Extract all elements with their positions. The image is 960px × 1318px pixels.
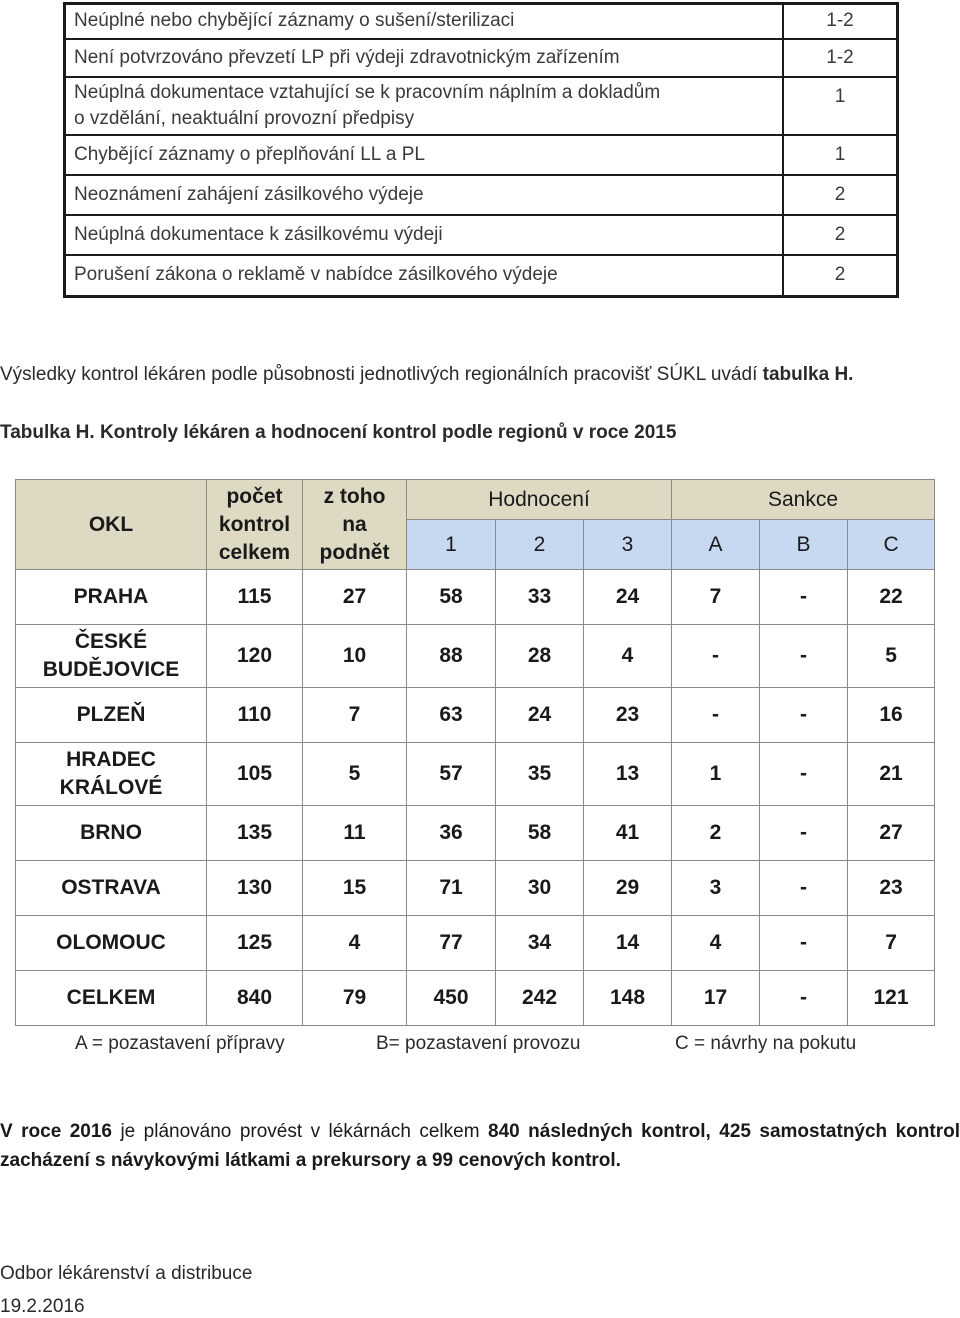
- region-row: [16, 806, 935, 861]
- header-okl: OKL: [16, 480, 207, 570]
- finding-text-line2: o vzdělání, neaktuální provozní předpisy: [74, 107, 415, 129]
- region-name-line: PLZEŇ: [76, 703, 146, 726]
- header-sub-a: A: [672, 520, 760, 570]
- region-value: 71: [407, 861, 496, 916]
- header-row-1: [16, 480, 935, 520]
- region-name: [16, 916, 207, 971]
- finding-count: 2: [783, 215, 898, 255]
- header-ztoho-line: podnět: [319, 540, 390, 564]
- region-value: 22: [848, 570, 935, 625]
- region-name: [16, 570, 207, 625]
- region-value: 57: [407, 743, 496, 806]
- region-name-line: ČESKÉ: [74, 630, 148, 653]
- region-value: 34: [496, 916, 584, 971]
- region-value: 121: [848, 971, 935, 1026]
- region-value: 29: [584, 861, 672, 916]
- region-row: [16, 971, 935, 1026]
- region-row: [16, 625, 935, 688]
- region-value: 77: [407, 916, 496, 971]
- footer-department: Odbor lékárenství a distribuce: [0, 1263, 253, 1284]
- region-name-line: KRÁLOVÉ: [59, 776, 163, 799]
- header-sub-b: B: [760, 520, 848, 570]
- region-name-line: OLOMOUC: [56, 931, 166, 954]
- region-value: 5: [303, 743, 407, 806]
- plan-bold-end: 840 následných kontrol, 425 samostatných kontrol zacházení s návykovými látkami a prekursory a 99 cenových kontrol.: [0, 1121, 960, 1171]
- region-value: 120: [207, 625, 303, 688]
- finding-row: [65, 175, 898, 215]
- region-name: [16, 688, 207, 743]
- header-sub-1: 1: [407, 520, 496, 570]
- region-value: -: [760, 625, 848, 688]
- region-value: 125: [207, 916, 303, 971]
- finding-row: [65, 135, 898, 175]
- region-value: -: [760, 688, 848, 743]
- region-value: 30: [496, 861, 584, 916]
- region-value: -: [760, 916, 848, 971]
- region-value: 7: [303, 688, 407, 743]
- finding-count: 2: [783, 175, 898, 215]
- header-ztoho-line: z toho: [323, 484, 386, 508]
- region-name-line: PRAHA: [73, 585, 149, 608]
- region-value: 5: [848, 625, 935, 688]
- finding-count: 1-2: [783, 4, 898, 39]
- region-value: 24: [584, 570, 672, 625]
- finding-row: [65, 39, 898, 77]
- intro-sentence: [0, 364, 853, 386]
- region-value: 41: [584, 806, 672, 861]
- region-value: 24: [496, 688, 584, 743]
- intro-text: Výsledky kontrol lékáren podle působnosti jednotlivých regionálních pracovišť SÚKL uvádí: [0, 364, 763, 385]
- region-value: 135: [207, 806, 303, 861]
- finding-text: Neoznámení zahájení zásilkového výdeje: [65, 175, 784, 215]
- region-value: 88: [407, 625, 496, 688]
- plan-year: 2016: [69, 1121, 112, 1142]
- finding-count: 1: [783, 135, 898, 175]
- region-row: [16, 688, 935, 743]
- region-value: 27: [848, 806, 935, 861]
- header-sub-2: 2: [496, 520, 584, 570]
- finding-row: [65, 255, 898, 297]
- header-pocet-line: celkem: [218, 540, 291, 564]
- header-sub-c: C: [848, 520, 935, 570]
- region-value: 35: [496, 743, 584, 806]
- region-value: 4: [672, 916, 760, 971]
- region-value: -: [672, 688, 760, 743]
- region-value: -: [760, 806, 848, 861]
- region-value: 7: [672, 570, 760, 625]
- region-row: [16, 861, 935, 916]
- finding-text: [65, 77, 784, 135]
- finding-count: 1-2: [783, 39, 898, 77]
- header-sankce: Sankce: [672, 480, 935, 520]
- legend-b: B= pozastavení provozu: [376, 1033, 581, 1054]
- region-value: 23: [584, 688, 672, 743]
- region-value: 4: [303, 916, 407, 971]
- finding-row: [65, 4, 898, 39]
- plan-bold-start: V roce: [0, 1121, 70, 1142]
- header-pocet-kontrol: [207, 480, 303, 570]
- region-value: 28: [496, 625, 584, 688]
- findings-table: [63, 2, 899, 298]
- region-value: -: [760, 861, 848, 916]
- region-value: 450: [407, 971, 496, 1026]
- region-name: [16, 625, 207, 688]
- region-name: [16, 743, 207, 806]
- finding-text: Neúplná dokumentace k zásilkovému výdeji: [65, 215, 784, 255]
- region-value: 148: [584, 971, 672, 1026]
- region-name: [16, 971, 207, 1026]
- region-value: 242: [496, 971, 584, 1026]
- region-value: -: [672, 625, 760, 688]
- region-name: [16, 806, 207, 861]
- region-value: 2: [672, 806, 760, 861]
- region-name-line: BUDĚJOVICE: [42, 658, 180, 681]
- finding-count: 1: [783, 77, 898, 135]
- header-sub-3: 3: [584, 520, 672, 570]
- region-value: 79: [303, 971, 407, 1026]
- plan-paragraph: [0, 1117, 960, 1175]
- region-row: [16, 743, 935, 806]
- region-value: -: [760, 743, 848, 806]
- region-value: 58: [496, 806, 584, 861]
- region-rows: [16, 570, 935, 1026]
- region-value: 4: [584, 625, 672, 688]
- region-value: -: [760, 570, 848, 625]
- header-z-toho-na-podnet: [303, 480, 407, 570]
- legend-a: A = pozastavení přípravy: [75, 1033, 285, 1054]
- region-row: [16, 570, 935, 625]
- region-value: 58: [407, 570, 496, 625]
- region-value: 27: [303, 570, 407, 625]
- region-value: 36: [407, 806, 496, 861]
- region-value: 110: [207, 688, 303, 743]
- finding-count: 2: [783, 255, 898, 297]
- region-value: 14: [584, 916, 672, 971]
- finding-row: [65, 77, 898, 135]
- region-value: 17: [672, 971, 760, 1026]
- header-pocet-line: kontrol: [218, 512, 291, 536]
- region-name-line: OSTRAVA: [61, 876, 161, 899]
- finding-text: Porušení zákona o reklamě v nabídce zásilkového výdeje: [65, 255, 784, 297]
- header-hodnoceni: Hodnocení: [407, 480, 672, 520]
- finding-text: Neúplné nebo chybějící záznamy o sušení/sterilizaci: [65, 4, 784, 39]
- region-value: 13: [584, 743, 672, 806]
- region-value: 23: [848, 861, 935, 916]
- region-value: 33: [496, 570, 584, 625]
- finding-text: Není potvrzováno převzetí LP při výdeji zdravotnickým zařízením: [65, 39, 784, 77]
- region-value: 840: [207, 971, 303, 1026]
- region-name-line: BRNO: [80, 821, 142, 844]
- finding-text-line1: Neúplná dokumentace vztahující se k pracovním náplním a dokladům: [74, 81, 661, 103]
- region-value: 130: [207, 861, 303, 916]
- region-row: [16, 916, 935, 971]
- region-name: [16, 861, 207, 916]
- region-value: 63: [407, 688, 496, 743]
- region-name-line: CELKEM: [66, 986, 156, 1009]
- region-value: 7: [848, 916, 935, 971]
- finding-row: [65, 215, 898, 255]
- region-value: 21: [848, 743, 935, 806]
- finding-text: Chybějící záznamy o přeplňování LL a PL: [65, 135, 784, 175]
- legend-c: C = návrhy na pokutu: [675, 1033, 857, 1054]
- table-caption: Tabulka H. Kontroly lékáren a hodnocení kontrol podle regionů v roce 2015: [0, 422, 677, 443]
- region-value: 3: [672, 861, 760, 916]
- header-pocet-line: počet: [226, 484, 283, 508]
- header-ztoho-line: na: [342, 512, 367, 536]
- plan-text: je plánováno provést v lékárnách celkem: [112, 1121, 488, 1142]
- region-value: 11: [303, 806, 407, 861]
- region-value: 115: [207, 570, 303, 625]
- regions-table: [15, 479, 935, 1026]
- intro-table-ref: tabulka H.: [762, 364, 854, 385]
- region-value: -: [760, 971, 848, 1026]
- region-value: 1: [672, 743, 760, 806]
- footer-date: 19.2.2016: [0, 1296, 85, 1317]
- region-value: 16: [848, 688, 935, 743]
- region-name-line: HRADEC: [66, 748, 156, 771]
- region-value: 15: [303, 861, 407, 916]
- region-value: 10: [303, 625, 407, 688]
- region-value: 105: [207, 743, 303, 806]
